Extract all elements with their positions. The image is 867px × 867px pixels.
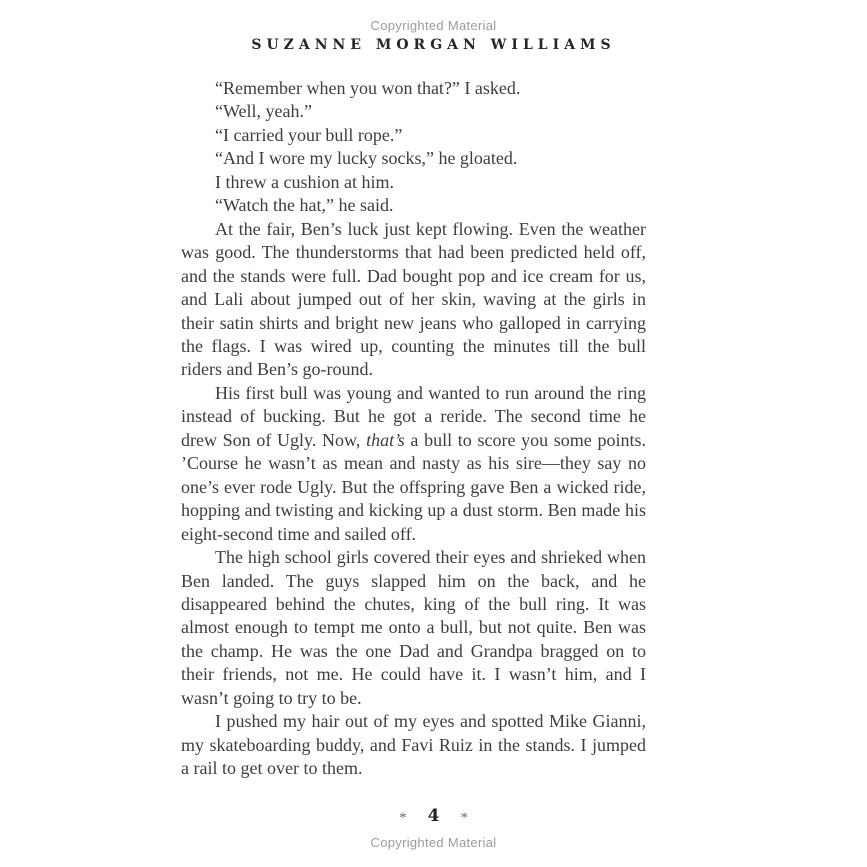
text-segment: “Remember when you won that?” I asked.	[215, 78, 521, 98]
page-footer	[0, 806, 867, 826]
paragraph	[181, 171, 646, 194]
paragraph	[181, 710, 646, 780]
copyright-notice-bottom: Copyrighted Material	[370, 835, 497, 850]
text-segment: His first bull was young and wanted to run around the ring instead of bucking. But he got a reride. The second time he drew Son of Ugly. Now,	[181, 382, 646, 450]
paragraph	[181, 546, 646, 710]
paragraph	[181, 100, 646, 123]
text-segment: The high school girls covered their eyes and shrieked when Ben landed. The guys slapped him on the back, and he disappeared behind the chutes, king of the bull ring. It was almost enough to tempt me onto a bull, but not quite. Ben was the champ. He was the one Dad and Grandpa bragged on to their friends, not me. He could have it. I wasn’t him, and I wasn’t going to try to be.	[181, 547, 646, 708]
paragraph	[181, 124, 646, 147]
italic-text: that’s	[366, 429, 405, 450]
text-segment: a bull to score you some points. ’Course he wasn’t as mean and nasty as his sire—they say no one’s ever rode Ugly. But the offspring gave Ben a wicked ride, hopping and twisting and kicking up a dust storm. Ben made his eight-second time and sailed off.	[181, 429, 646, 544]
text-segment: “Well, yeah.”	[215, 101, 312, 122]
page-number: 4	[427, 806, 440, 826]
text-segment: I threw a cushion at him.	[215, 171, 394, 192]
copyright-notice-top: Copyrighted Material	[370, 18, 497, 33]
paragraph	[181, 382, 646, 546]
text-segment: “Watch the hat,” he said.	[215, 195, 394, 216]
text-segment: “I carried your bull rope.”	[215, 124, 403, 145]
paragraph	[181, 218, 646, 382]
paragraph	[181, 77, 646, 100]
running-header-author: SUZANNE MORGAN WILLIAMS	[251, 37, 616, 53]
footer-ornament-right: *	[460, 810, 468, 826]
paragraph	[181, 194, 646, 217]
text-segment: I pushed my hair out of my eyes and spotted Mike Gianni, my skateboarding buddy, and Favi Ruiz in the stands. I jumped a rail to get over to them.	[181, 711, 646, 779]
body-text	[181, 77, 646, 781]
footer-ornament-left: *	[399, 810, 407, 826]
text-segment: At the fair, Ben’s luck just kept flowing. Even the weather was good. The thunderstorms that had been predicted held off, and the stands were full. Dad bought pop and ice cream for us, and Lali about jumped out of her skin, waving at the girls in their satin shirts and bright new jeans who galloped in carrying the flags. I was wired up, counting the minutes till the bull riders and Ben’s go-round.	[181, 218, 646, 380]
paragraph	[181, 147, 646, 170]
text-segment: “And I wore my lucky socks,” he gloated.	[215, 148, 518, 169]
